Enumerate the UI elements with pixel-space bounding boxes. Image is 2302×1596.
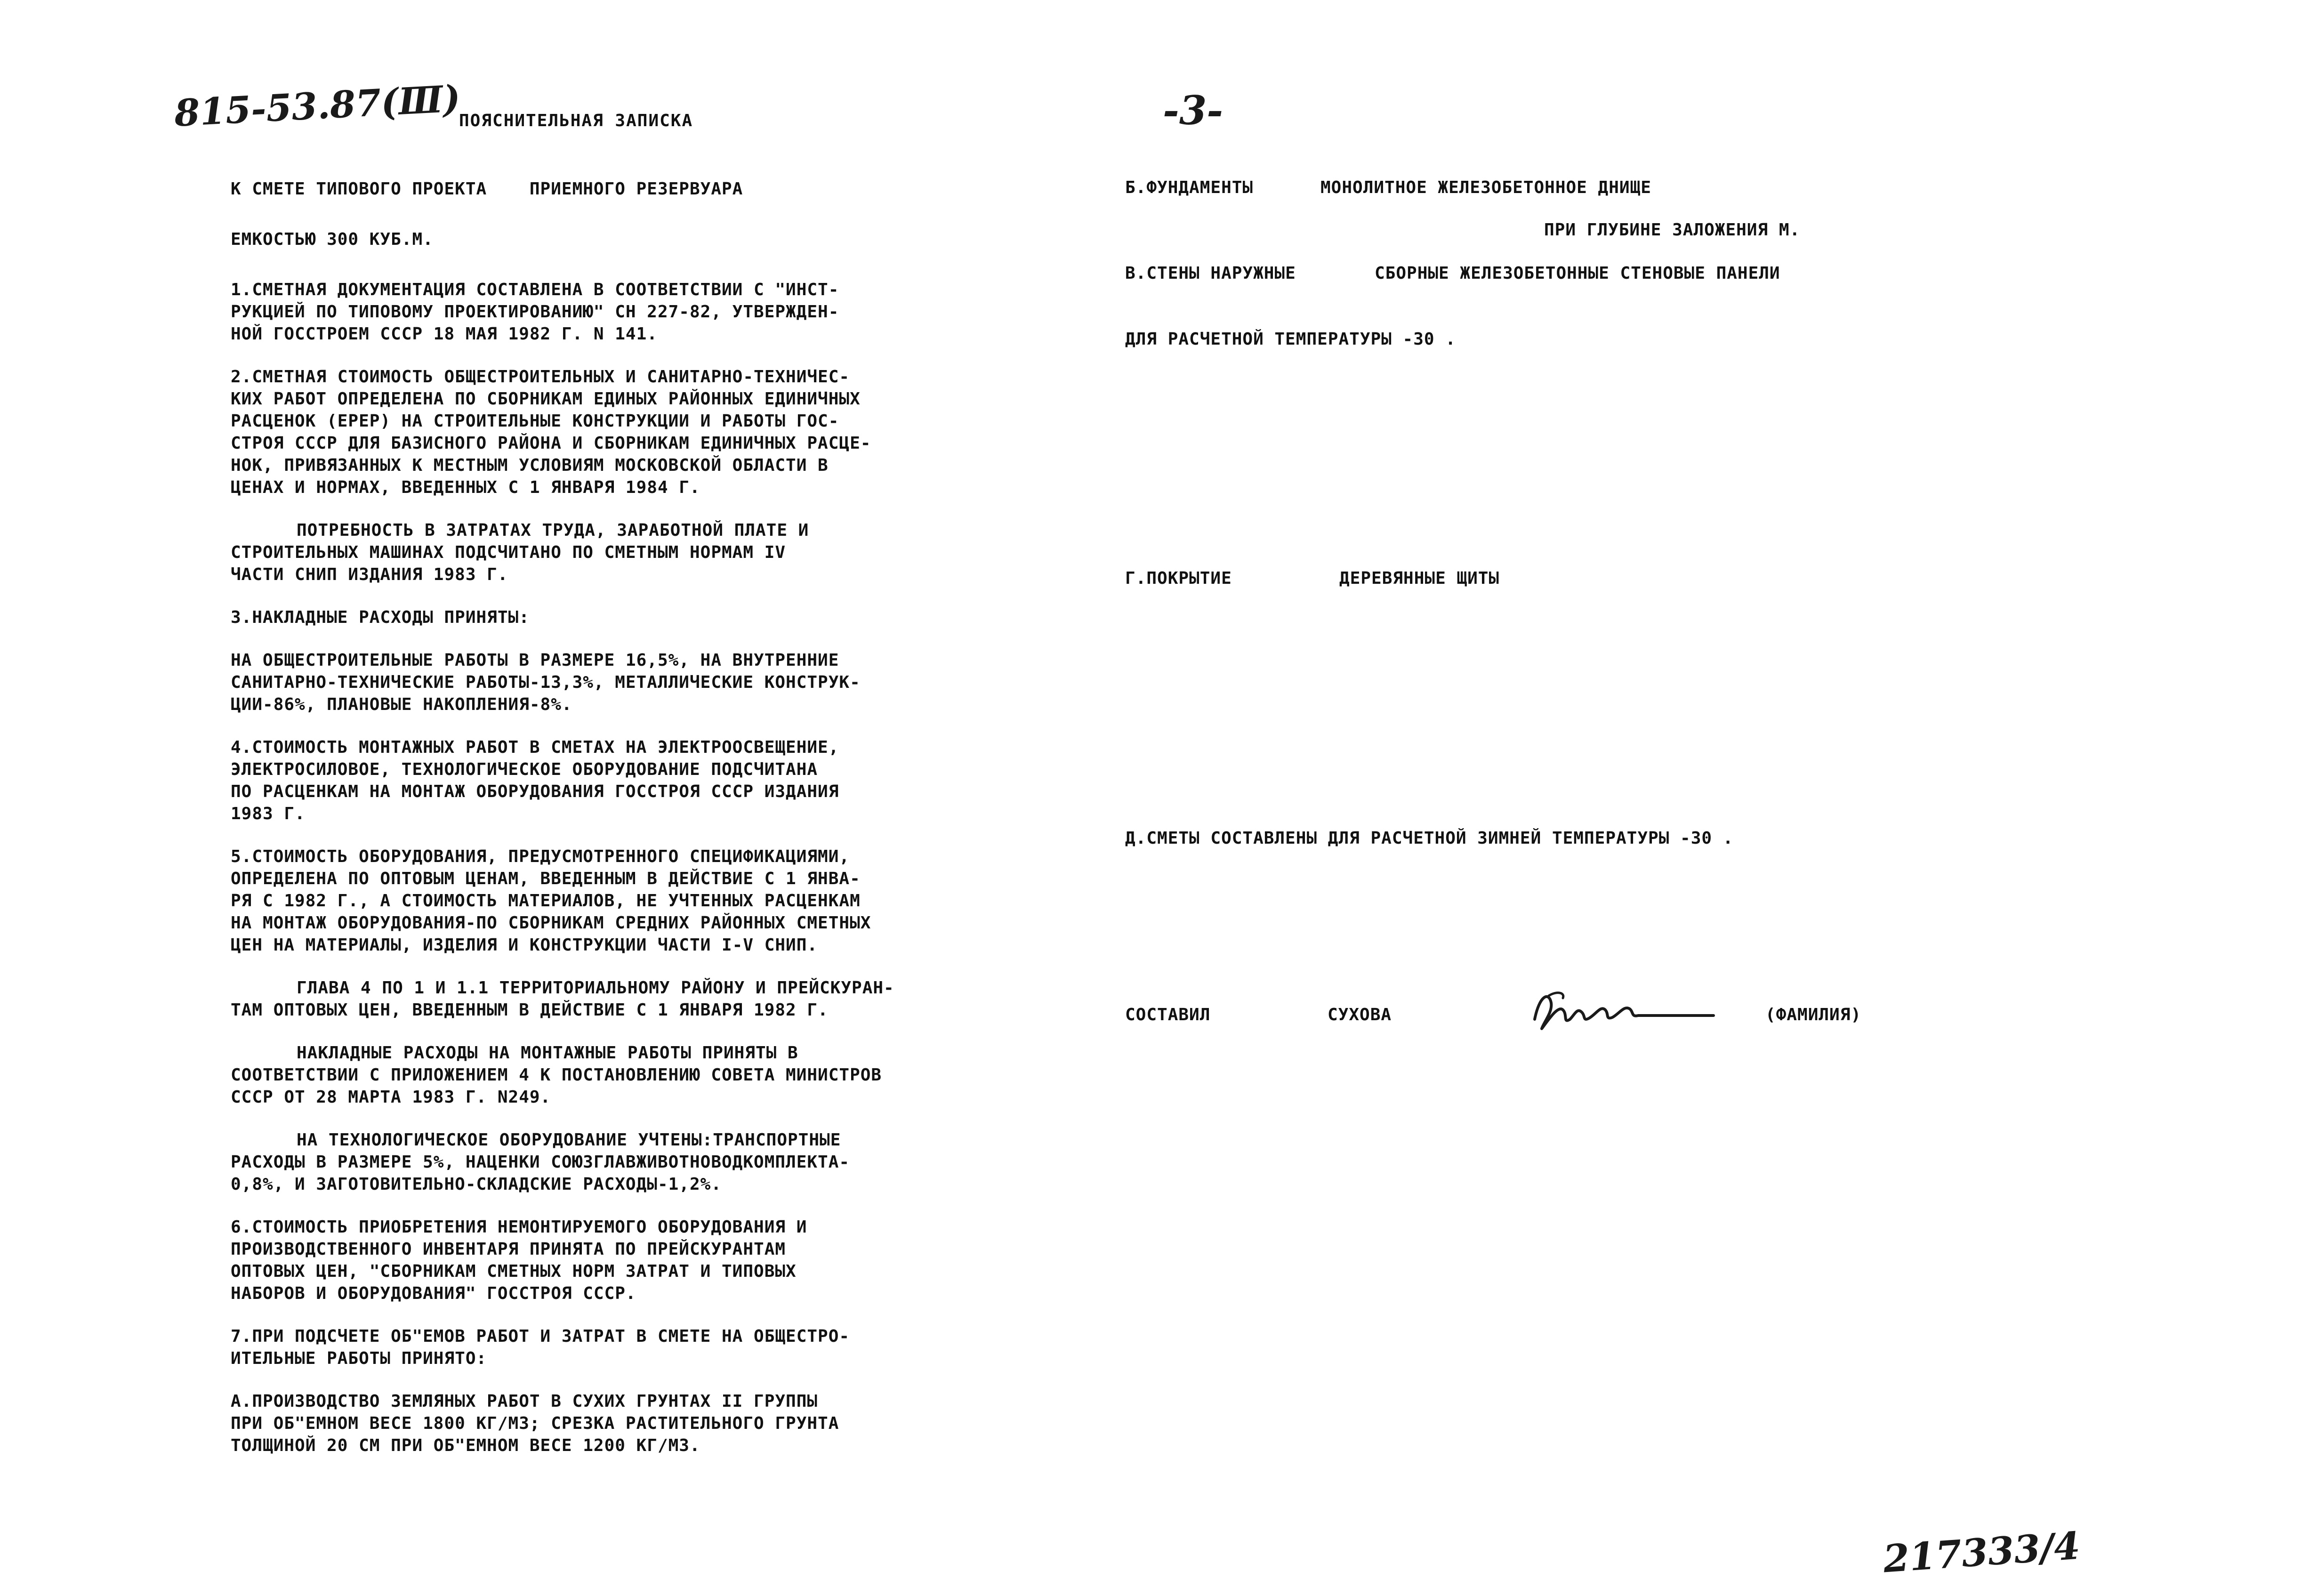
roof-label: Г.ПОКРЫТИЕ: [1125, 569, 1232, 588]
depth-text: ПРИ ГЛУБИНЕ ЗАЛОЖЕНИЯ М.: [1544, 220, 1801, 240]
paragraph-line: НА МОНТАЖ ОБОРУДОВАНИЯ-ПО СБОРНИКАМ СРЕДНИХ РАЙОННЫХ СМЕТНЫХ: [231, 913, 871, 933]
handwritten-signature: [1530, 986, 1718, 1038]
paragraph-line: САНИТАРНО-ТЕХНИЧЕСКИЕ РАБОТЫ-13,3%, МЕТАЛЛИЧЕСКИЕ КОНСТРУК-: [231, 673, 861, 692]
paragraph-line: КИХ РАБОТ ОПРЕДЕЛЕНА ПО СБОРНИКАМ ЕДИНЫХ РАЙОННЫХ ЕДИНИЧНЫХ: [231, 389, 861, 409]
paragraph-line: ПО РАСЦЕНКАМ НА МОНТАЖ ОБОРУДОВАНИЯ ГОССТРОЯ СССР ИЗДАНИЯ: [231, 782, 839, 801]
paragraph-line: СООТВЕТСТВИИ С ПРИЛОЖЕНИЕМ 4 К ПОСТАНОВЛЕНИЮ СОВЕТА МИНИСТРОВ: [231, 1065, 882, 1085]
paragraph-line: ЦЕНАХ И НОРМАХ, ВВЕДЕННЫХ С 1 ЯНВАРЯ 1984 Г.: [231, 478, 700, 497]
paragraph-line: 2.СМЕТНАЯ СТОИМОСТЬ ОБЩЕСТРОИТЕЛЬНЫХ И САНИТАРНО-ТЕХНИЧЕС-: [231, 367, 850, 387]
walls-label: В.СТЕНЫ НАРУЖНЫЕ: [1125, 264, 1296, 283]
foundations-label: Б.ФУНДАМЕНТЫ: [1125, 178, 1254, 197]
document-title: ПОЯСНИТЕЛЬНАЯ ЗАПИСКА: [459, 111, 693, 130]
archive-number-handwritten: 217333/4: [1882, 1523, 2082, 1581]
surname-note: (ФАМИЛИЯ): [1765, 1005, 1862, 1024]
paragraph-line: РАСЦЕНОК (ЕРЕР) НА СТРОИТЕЛЬНЫЕ КОНСТРУКЦИИ И РАБОТЫ ГОС-: [231, 411, 839, 431]
paragraph-line: НА ОБЩЕСТРОИТЕЛЬНЫЕ РАБОТЫ В РАЗМЕРЕ 16,5%, НА ВНУТРЕННИЕ: [231, 651, 839, 670]
paragraph-line: ТАМ ОПТОВЫХ ЦЕН, ВВЕДЕННЫМ В ДЕЙСТВИЕ С 1 ЯНВАРЯ 1982 Г.: [231, 1000, 829, 1020]
intro-line-1: К СМЕТЕ ТИПОВОГО ПРОЕКТА ПРИЕМНОГО РЕЗЕРВУАРА: [231, 179, 743, 199]
compiled-by-name: СУХОВА: [1328, 1005, 1392, 1024]
page-number: -3-: [1163, 87, 1223, 134]
roof-value: ДЕРЕВЯННЫЕ ЩИТЫ: [1339, 569, 1500, 588]
paragraph-line: 1983 Г.: [231, 804, 306, 823]
paragraph-line: ОПТОВЫХ ЦЕН, "СБОРНИКАМ СМЕТНЫХ НОРМ ЗАТРАТ И ТИПОВЫХ: [231, 1262, 797, 1281]
paragraph-line: А.ПРОИЗВОДСТВО ЗЕМЛЯНЫХ РАБОТ В СУХИХ ГРУНТАХ II ГРУППЫ: [231, 1392, 818, 1411]
paragraph-line: НАБОРОВ И ОБОРУДОВАНИЯ" ГОССТРОЯ СССР.: [231, 1284, 636, 1303]
paragraph: [231, 606, 1059, 629]
paragraph-line: СТРОИТЕЛЬНЫХ МАШИНАХ ПОДСЧИТАНО ПО СМЕТНЫМ НОРМАМ IV: [231, 543, 786, 562]
paragraph: [231, 519, 1059, 586]
estimates-temperature: Д.СМЕТЫ СОСТАВЛЕНЫ ДЛЯ РАСЧЕТНОЙ ЗИМНЕЙ ТЕМПЕРАТУРЫ -30 .: [1125, 829, 1734, 848]
paragraph-line: ПРИ ОБ"ЕМНОМ ВЕСЕ 1800 КГ/М3; СРЕЗКА РАСТИТЕЛЬНОГО ГРУНТА: [231, 1414, 839, 1433]
paragraph-line: СТРОЯ СССР ДЛЯ БАЗИСНОГО РАЙОНА И СБОРНИКАМ ЕДИНИЧНЫХ РАСЦЕ-: [231, 434, 871, 453]
left-paragraphs: [231, 279, 1059, 1457]
paragraph: [231, 649, 1059, 716]
paragraph: [231, 1216, 1059, 1305]
foundations-value: МОНОЛИТНОЕ ЖЕЛЕЗОБЕТОННОЕ ДНИЩЕ: [1320, 178, 1651, 197]
paragraph-line: РАСХОДЫ В РАЗМЕРЕ 5%, НАЦЕНКИ СОЮЗГЛАВЖИВОТНОВОДКОМПЛЕКТА-: [231, 1153, 850, 1172]
paragraph-line: ЦИИ-86%, ПЛАНОВЫЕ НАКОПЛЕНИЯ-8%.: [231, 695, 572, 714]
paragraph-line: НА ТЕХНОЛОГИЧЕСКОЕ ОБОРУДОВАНИЕ УЧТЕНЫ:ТРАНСПОРТНЫЕ: [297, 1130, 841, 1150]
paragraph-line: ЦЕН НА МАТЕРИАЛЫ, ИЗДЕЛИЯ И КОНСТРУКЦИИ ЧАСТИ I-V СНИП.: [231, 935, 818, 955]
paragraph-line: НОК, ПРИВЯЗАННЫХ К МЕСТНЫМ УСЛОВИЯМ МОСКОВСКОЙ ОБЛАСТИ В: [231, 456, 829, 475]
intro-line-2: ЕМКОСТЬЮ 300 КУБ.М.: [231, 230, 434, 249]
paragraph-line: ЧАСТИ СНИП ИЗДАНИЯ 1983 Г.: [231, 565, 508, 584]
paragraph: [231, 977, 1059, 1021]
paragraph-line: ГЛАВА 4 ПО 1 И 1.1 ТЕРРИТОРИАЛЬНОМУ РАЙОНУ И ПРЕЙСКУРАН-: [297, 978, 894, 998]
paragraph-line: РЯ С 1982 Г., А СТОИМОСТЬ МАТЕРИАЛОВ, НЕ УЧТЕННЫХ РАСЦЕНКАМ: [231, 891, 861, 911]
walls-value: СБОРНЫЕ ЖЕЛЕЗОБЕТОННЫЕ СТЕНОВЫЕ ПАНЕЛИ: [1375, 264, 1780, 283]
paragraph-line: ЭЛЕКТРОСИЛОВОЕ, ТЕХНОЛОГИЧЕСКОЕ ОБОРУДОВАНИЕ ПОДСЧИТАНА: [231, 760, 818, 779]
paragraph: [231, 366, 1059, 499]
paragraph-line: 6.СТОИМОСТЬ ПРИОБРЕТЕНИЯ НЕМОНТИРУЕМОГО ОБОРУДОВАНИЯ И: [231, 1217, 807, 1237]
paragraph-line: ТОЛЩИНОЙ 20 СМ ПРИ ОБ"ЕМНОМ ВЕСЕ 1200 КГ/М3.: [231, 1436, 700, 1455]
paragraph-line: ИТЕЛЬНЫЕ РАБОТЫ ПРИНЯТО:: [231, 1349, 487, 1368]
paragraph-line: 7.ПРИ ПОДСЧЕТЕ ОБ"ЕМОВ РАБОТ И ЗАТРАТ В СМЕТЕ НА ОБЩЕСТРО-: [231, 1327, 850, 1346]
paragraph-line: 3.НАКЛАДНЫЕ РАСХОДЫ ПРИНЯТЫ:: [231, 608, 530, 627]
paragraph-line: 0,8%, И ЗАГОТОВИТЕЛЬНО-СКЛАДСКИЕ РАСХОДЫ-1,2%.: [231, 1175, 722, 1194]
paragraph-line: ОПРЕДЕЛЕНА ПО ОПТОВЫМ ЦЕНАМ, ВВЕДЕННЫМ В ДЕЙСТВИЕ С 1 ЯНВА-: [231, 869, 861, 888]
paragraph-line: РУКЦИЕЙ ПО ТИПОВОМУ ПРОЕКТИРОВАНИЮ" СН 227-82, УТВЕРЖДЕН-: [231, 302, 839, 322]
paragraph: [231, 1129, 1059, 1195]
paragraph-line: ПОТРЕБНОСТЬ В ЗАТРАТАХ ТРУДА, ЗАРАБОТНОЙ ПЛАТЕ И: [297, 521, 809, 540]
paragraph: [231, 1390, 1059, 1457]
left-column: [231, 178, 1059, 1457]
paragraph: [231, 1325, 1059, 1370]
paragraph: [231, 1042, 1059, 1108]
paragraph-line: СССР ОТ 28 МАРТА 1983 Г. N249.: [231, 1088, 551, 1107]
paragraph: [231, 736, 1059, 825]
paragraph-line: НАКЛАДНЫЕ РАСХОДЫ НА МОНТАЖНЫЕ РАБОТЫ ПРИНЯТЫ В: [297, 1043, 798, 1063]
paragraph: [231, 846, 1059, 956]
paragraph-line: 5.СТОИМОСТЬ ОБОРУДОВАНИЯ, ПРЕДУСМОТРЕННОГО СПЕЦИФИКАЦИЯМИ,: [231, 847, 850, 866]
paragraph-line: 1.СМЕТНАЯ ДОКУМЕНТАЦИЯ СОСТАВЛЕНА В СООТВЕТСТВИИ С "ИНСТ-: [231, 280, 839, 299]
walls-temperature: ДЛЯ РАСЧЕТНОЙ ТЕМПЕРАТУРЫ -30 .: [1125, 330, 1456, 349]
doc-number-handwritten: 815-53.87(Ⅲ): [173, 77, 462, 135]
paragraph-line: НОЙ ГОССТРОЕМ СССР 18 МАЯ 1982 Г. N 141.: [231, 324, 658, 344]
compiled-by-label: СОСТАВИЛ: [1125, 1005, 1211, 1024]
paragraph-line: 4.СТОИМОСТЬ МОНТАЖНЫХ РАБОТ В СМЕТАХ НА ЭЛЕКТРООСВЕЩЕНИЕ,: [231, 738, 839, 757]
paragraph-line: ПРОИЗВОДСТВЕННОГО ИНВЕНТАРЯ ПРИНЯТА ПО ПРЕЙСКУРАНТАМ: [231, 1240, 786, 1259]
paragraph: [231, 279, 1059, 345]
